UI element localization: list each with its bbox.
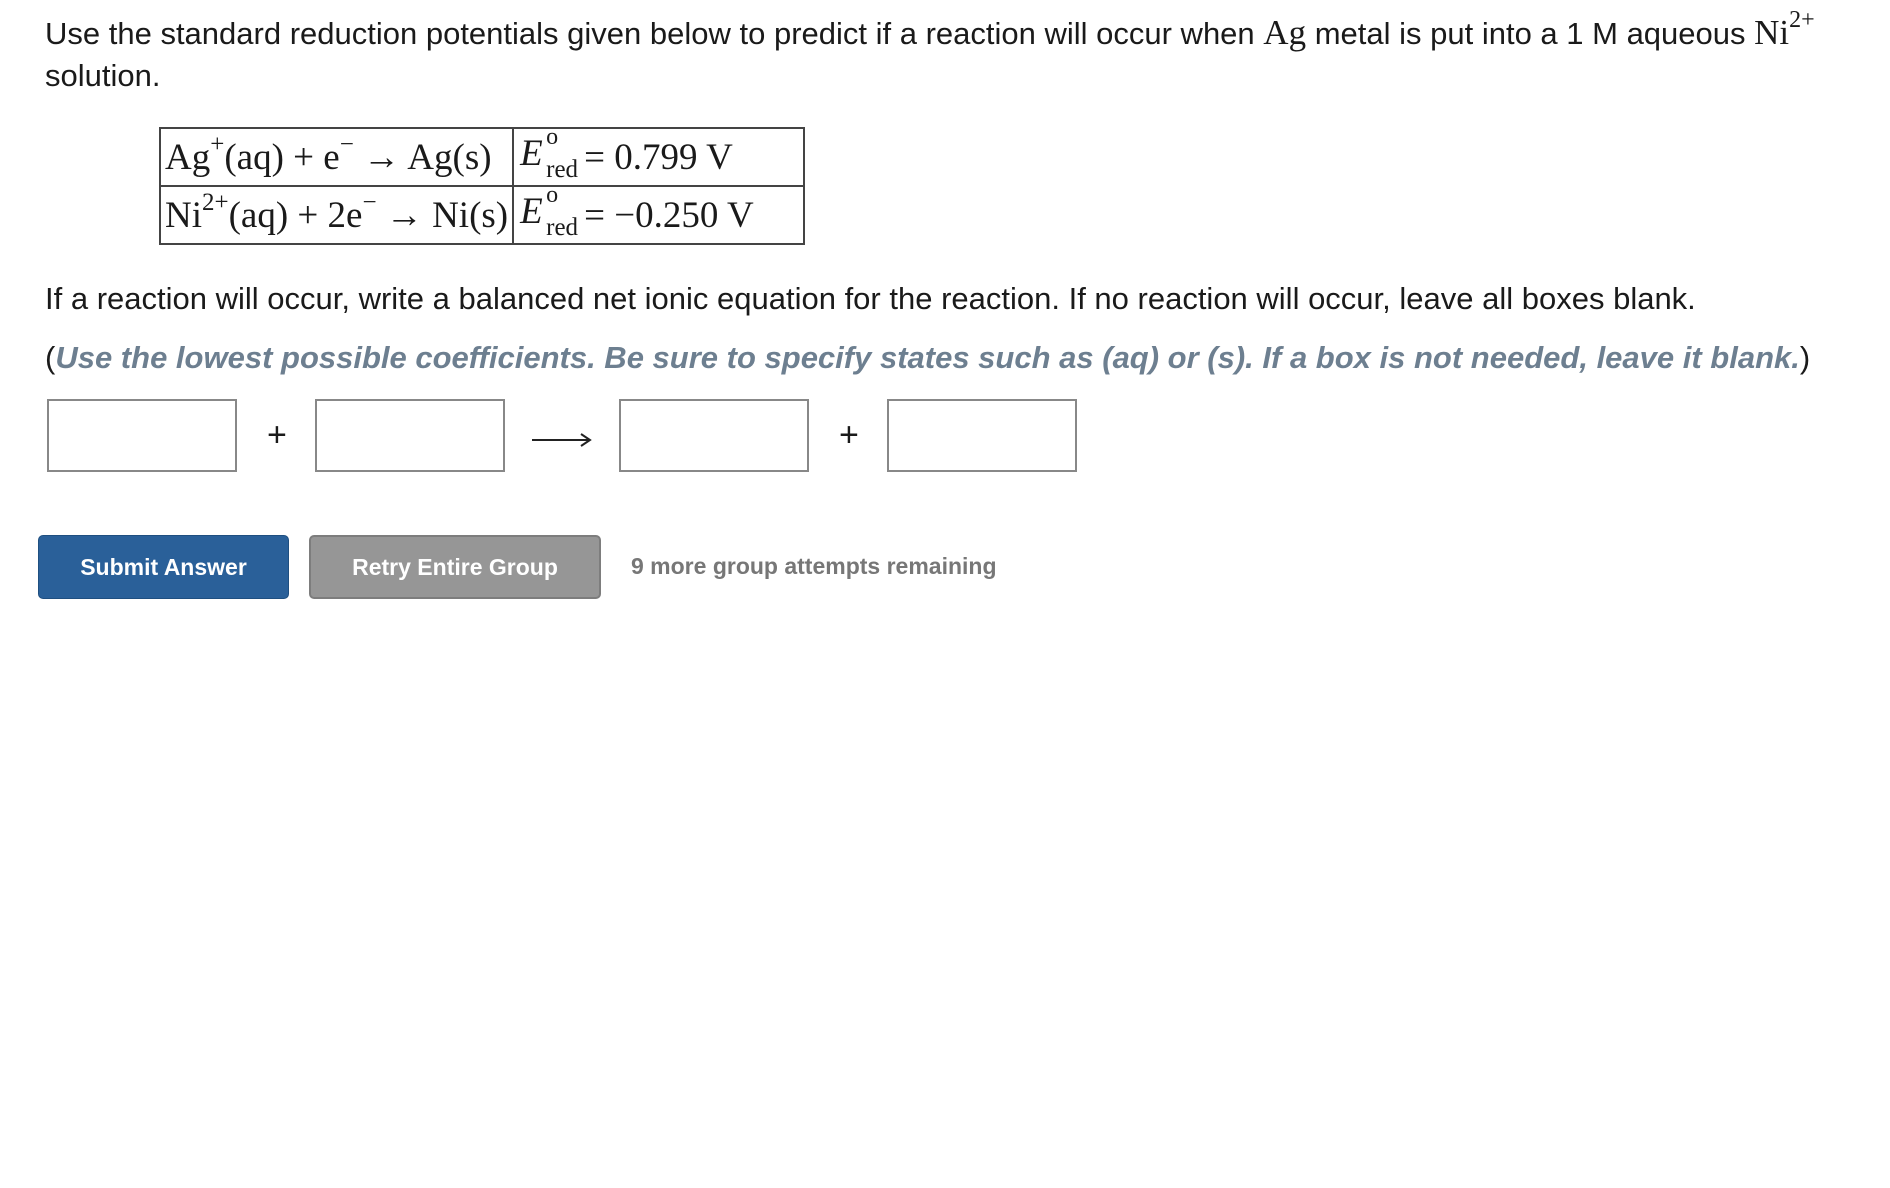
ion-formula (1754, 7, 1815, 52)
question-prompt (45, 7, 1875, 97)
retry-group-button[interactable]: Retry Entire Group (309, 535, 601, 599)
question-prefix: Use the standard reduction potentials given below to predict if a reaction will occur when (45, 16, 1255, 51)
plus-sign-products: + (839, 416, 859, 454)
instruction-text: If a reaction will occur, write a balanced net ionic equation for the reaction. If no reaction will occur, leave all boxes blank. (45, 281, 1696, 316)
product-box-1[interactable] (619, 399, 809, 472)
ion-symbol: Ni (1754, 13, 1790, 52)
attempts-remaining: 9 more group attempts remaining (631, 553, 997, 579)
metal-symbol: Ag (1263, 13, 1307, 52)
half-reaction-ni: $Ni^{2+}(aq) + 2e^- \to Ni(s)$ (160, 186, 513, 244)
ion-charge: 2+ (1789, 7, 1815, 34)
e-red-symbol: E o red (520, 182, 579, 241)
hint-line: (Use the lowest possible coefficients. Be sure to specify states such as (aq) or (s). If a box is not needed, leave it blank.) (45, 340, 1811, 375)
plus-sign-reactants: + (267, 416, 287, 454)
half-reaction-ag: Ag+(aq) + e− → Ag(s) (160, 128, 513, 186)
potential-value-ni: E o red = −0.250 V (513, 186, 804, 244)
reaction-arrow-icon (532, 430, 592, 450)
question-middle: metal is put into a 1 M aqueous (1314, 16, 1746, 51)
question-suffix: solution. (45, 58, 161, 93)
reactant-box-1[interactable] (47, 399, 237, 472)
hint-text: Use the lowest possible coefficients. Be sure to specify states such as (aq) or (s). If a box is not needed, leave it blank. (55, 340, 1800, 375)
potential-row-ag (160, 128, 804, 186)
submit-answer-button[interactable]: Submit Answer (38, 535, 289, 599)
potential-row-ni (160, 186, 804, 244)
reduction-potentials-table (159, 124, 805, 245)
e-red-symbol: E o red (520, 124, 579, 183)
potential-value-ag: E o red = 0.799 V (513, 128, 804, 186)
product-box-2[interactable] (887, 399, 1077, 472)
reactant-box-2[interactable] (315, 399, 505, 472)
